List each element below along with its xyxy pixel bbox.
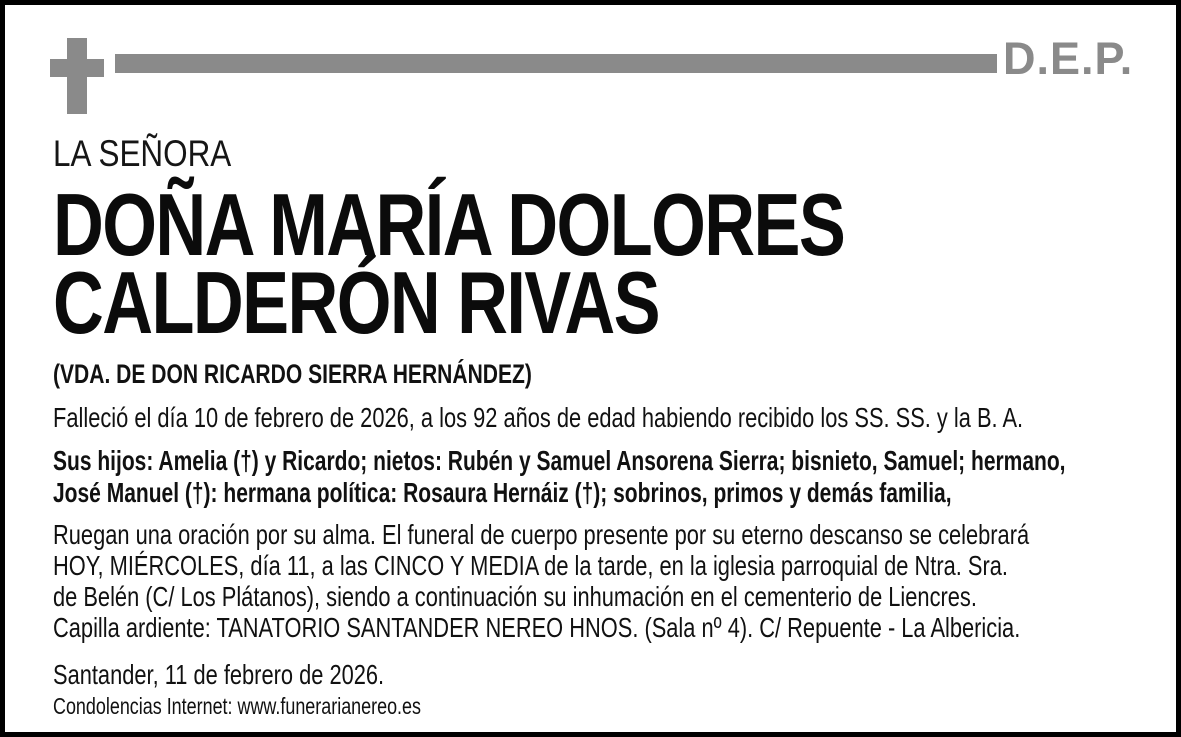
masthead: [5, 5, 1176, 117]
deceased-name: [53, 174, 1156, 352]
funeral-line-3: de Belén (C/ Los Plátanos), siendo a continuación su inhumación en el cementerio de Liencres.: [53, 581, 977, 613]
condolences-url-line: Condolencias Internet: www.funerarianereo.es: [53, 693, 421, 720]
widow-note: (VDA. DE DON RICARDO SIERRA HERNÁNDEZ): [53, 358, 532, 389]
funeral-paragraph: [53, 519, 1156, 643]
deceased-name-line-1: DOÑA MARÍA DOLORES: [53, 174, 845, 274]
obituary-content: [5, 135, 1176, 719]
death-notice: Falleció el día 10 de febrero de 2026, a los 92 años de edad habiendo recibido los SS. SS. y la B. A.: [53, 401, 1024, 433]
funeral-line-2: HOY, MIÉRCOLES, día 11, a las CINCO Y MEDIA de la tarde, en la iglesia parroquial de Ntra. Sra.: [53, 550, 1008, 582]
place-date: Santander, 11 de febrero de 2026.: [53, 659, 385, 691]
cross-horizontal-bar: [50, 59, 104, 77]
divider-bar: [115, 54, 997, 73]
latin-cross-icon: [50, 38, 104, 114]
funeral-line-1: Ruegan una oración por su alma. El funeral de cuerpo presente por su eterno descanso se celebrará: [53, 519, 1030, 551]
family-paragraph: [53, 445, 1156, 509]
family-line-1: Sus hijos: Amelia (†) y Ricardo; nietos: Rubén y Samuel Ansorena Sierra; bisnieto, Samuel; hermano,: [53, 445, 1066, 477]
deceased-title-prefix: LA SEÑORA: [53, 133, 232, 174]
deceased-name-line-2: CALDERÓN RIVAS: [53, 252, 660, 352]
family-line-2: José Manuel (†): hermana política: Rosaura Hernáiz (†); sobrinos, primos y demás familia,: [53, 477, 952, 509]
funeral-line-4: Capilla ardiente: TANATORIO SANTANDER NEREO HNOS. (Sala nº 4). C/ Repuente - La Albericia.: [53, 612, 1021, 644]
dep-label: D.E.P.: [1003, 33, 1134, 84]
